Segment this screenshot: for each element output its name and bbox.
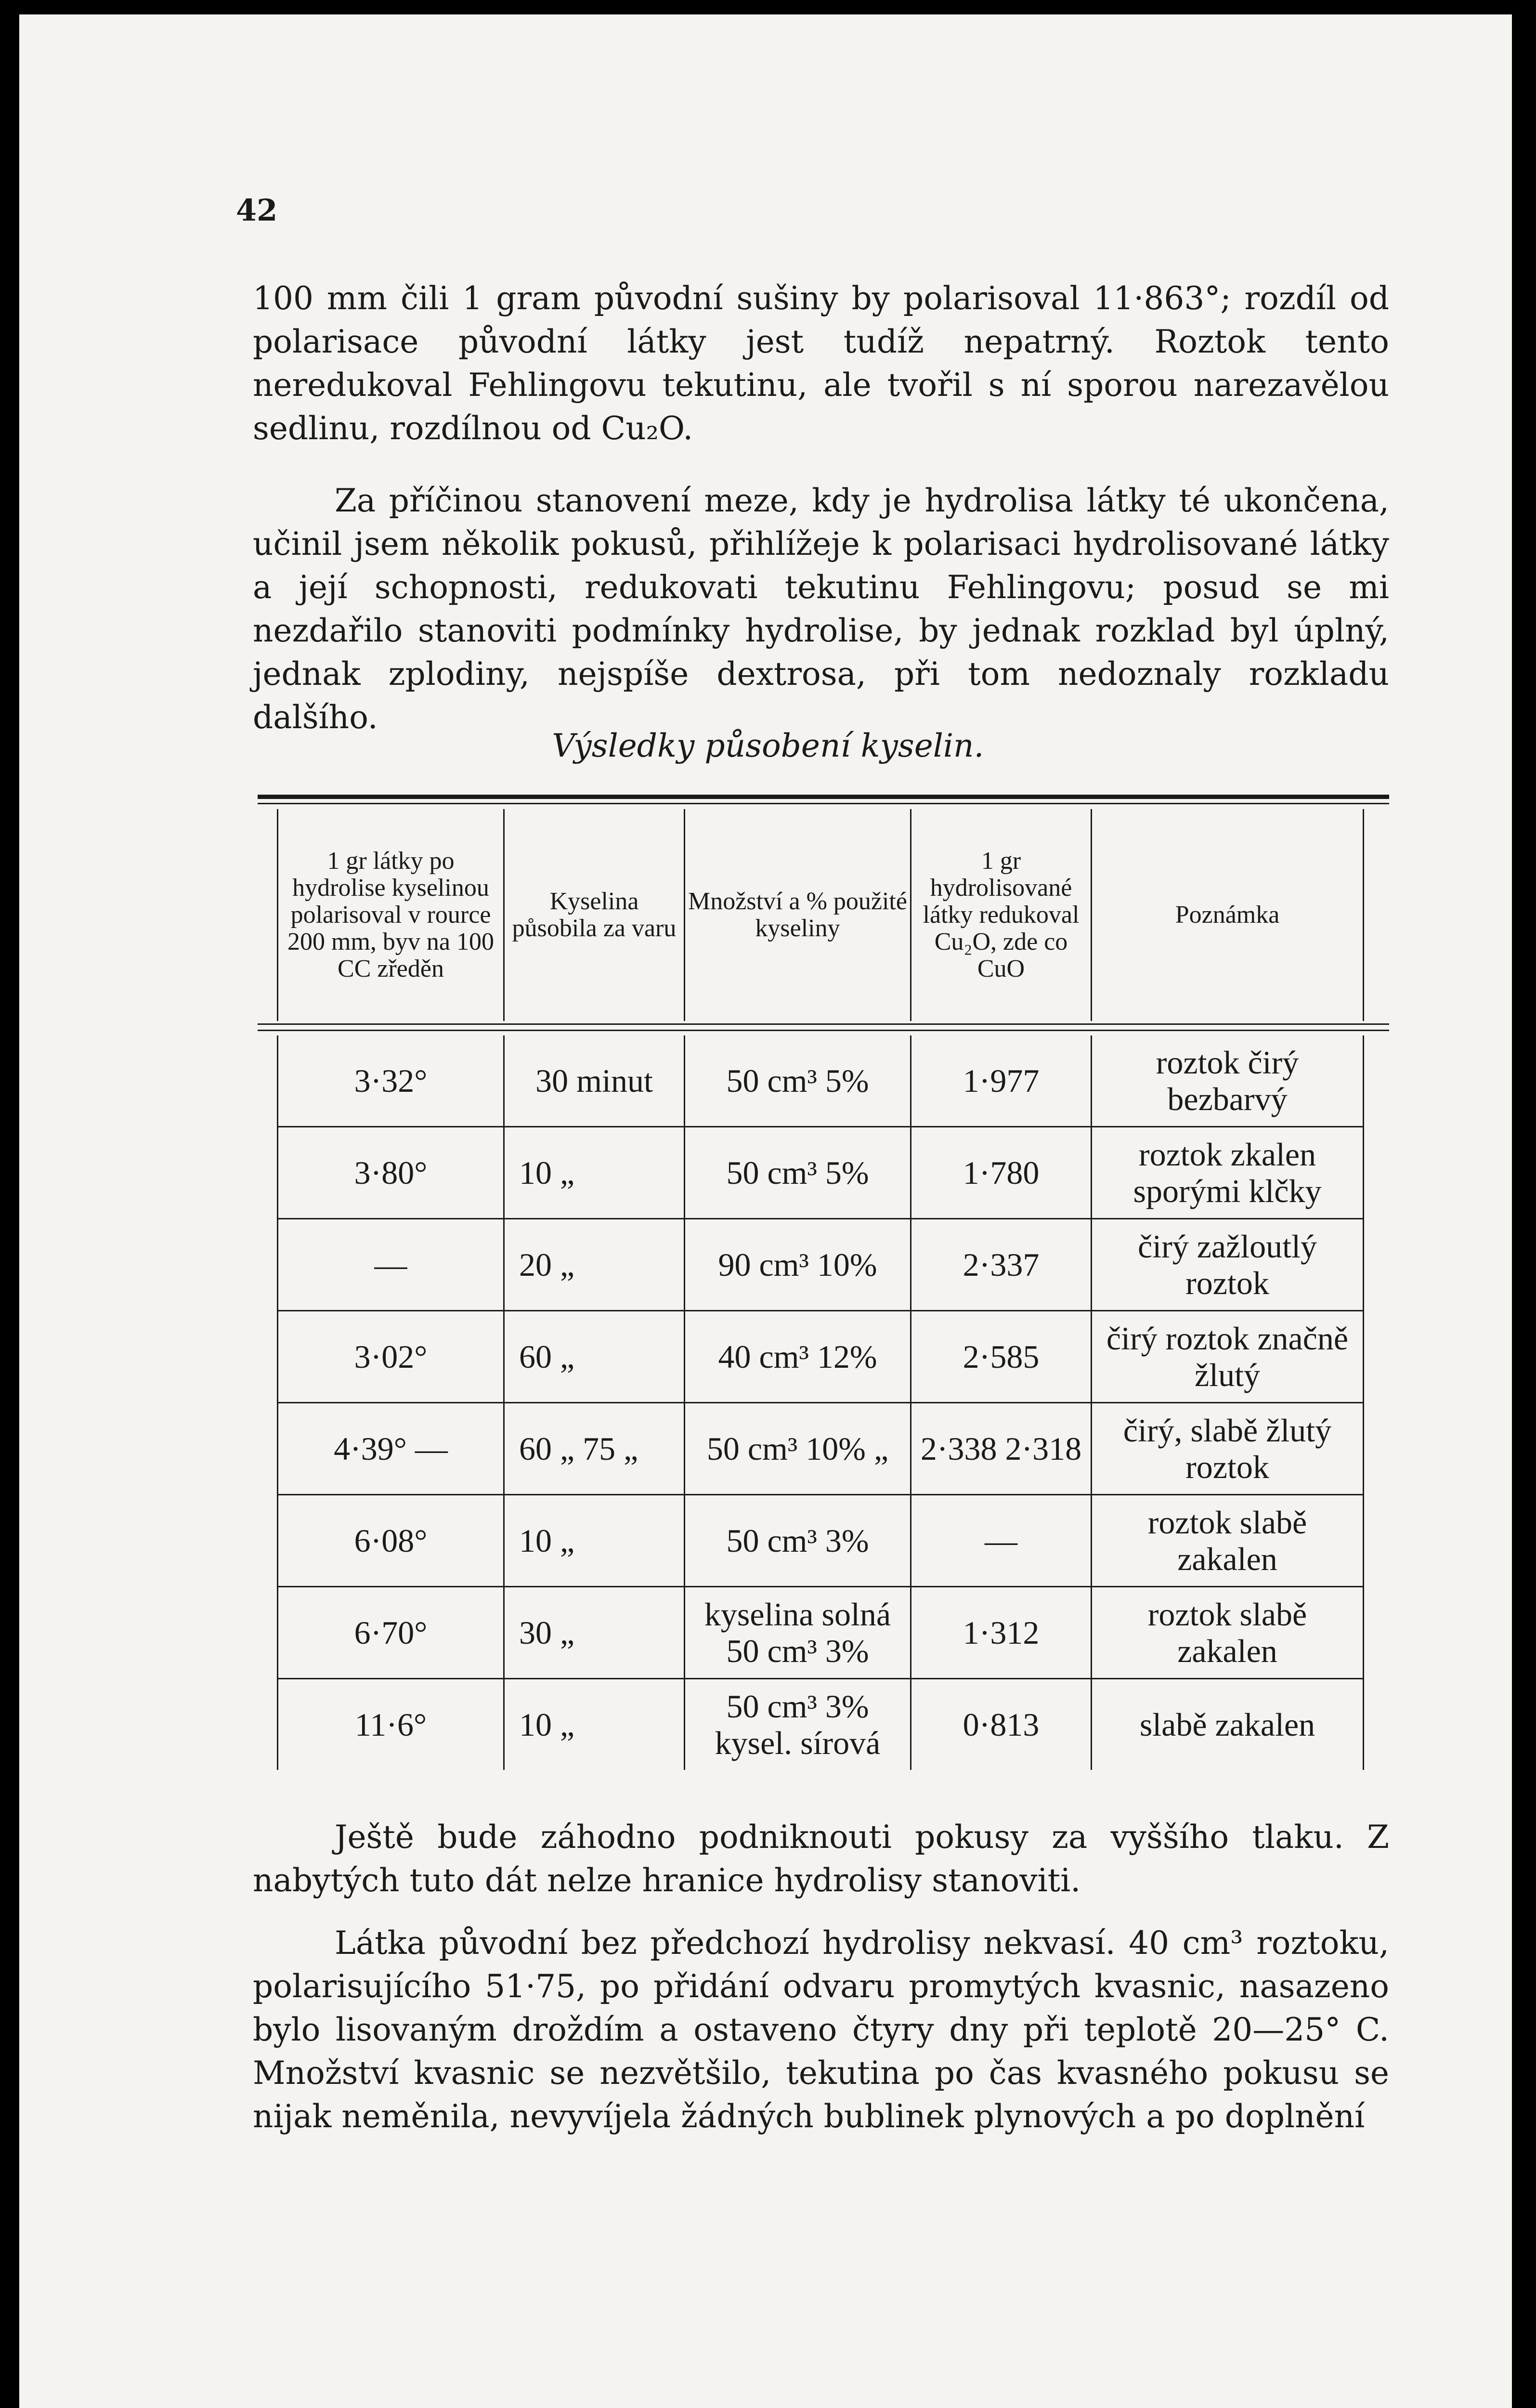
cell-polarisation: 3·32°	[278, 1035, 504, 1127]
cell-note: roztok čirý bezbarvý	[1092, 1035, 1364, 1127]
cell-reduction: 0·813	[911, 1679, 1092, 1770]
results-table	[277, 809, 1364, 1770]
cell-note: slabě zakalen	[1092, 1679, 1364, 1770]
cell-reduction: 1·977	[911, 1035, 1092, 1127]
table-row	[278, 1495, 1364, 1587]
cell-acid-time: 30 „	[504, 1587, 685, 1679]
cell-reduction: 2·337	[911, 1219, 1092, 1311]
table-header-row	[278, 809, 1364, 1021]
cell-acid-time: 20 „	[504, 1219, 685, 1311]
cell-note: roztok zkalen sporými klčky	[1092, 1127, 1364, 1219]
table-top-rule-thin	[258, 803, 1389, 804]
cell-acid-time: 10 „	[504, 1679, 685, 1770]
cell-acid-amount: 50 cm³ 10% „	[685, 1403, 911, 1495]
cell-polarisation: 6·08°	[278, 1495, 504, 1587]
table-row	[278, 1127, 1364, 1219]
column-header-acid-time: Kyselina působila za varu	[504, 809, 685, 1021]
cell-reduction: —	[911, 1495, 1092, 1587]
cell-polarisation: —	[278, 1219, 504, 1311]
cell-polarisation: 11·6°	[278, 1679, 504, 1770]
cell-acid-amount: 40 cm³ 12%	[685, 1311, 911, 1403]
table-top-rule	[258, 795, 1389, 799]
table-caption: Výsledky působení kyselin.	[552, 727, 984, 764]
cell-reduction: 1·780	[911, 1127, 1092, 1219]
cell-polarisation: 4·39° —	[278, 1403, 504, 1495]
cell-acid-amount: 50 cm³ 3%	[685, 1495, 911, 1587]
table-row	[278, 1679, 1364, 1770]
cell-acid-amount: kyselina solná 50 cm³ 3%	[685, 1587, 911, 1679]
cell-note: roztok slabě zakalen	[1092, 1587, 1364, 1679]
paragraph-text: 100 mm čili 1 gram původní sušiny by polarisoval 11·863°; rozdíl od polarisace původní látky jest tudíž nepatrný. Roztok tento neredukoval Fehlingovu tekutinu, ale tvořil s ní sporou narezavělou sedlinu, rozdílnou od Cu₂O.	[253, 280, 1389, 447]
cell-acid-time: 60 „	[504, 1311, 685, 1403]
paragraph-1	[253, 277, 1389, 450]
cell-note: čirý, slabě žlutý roztok	[1092, 1403, 1364, 1495]
page-number: 42	[236, 193, 278, 228]
paragraph-text: Za příčinou stanovení meze, kdy je hydrolisa látky té ukončena, učinil jsem několik pokusů, přihlížeje k polarisaci hydrolisované látky a její schopnosti, redukovati tekutinu Fehlingovu; posud se mi nezdařilo stanoviti podmínky hydrolise, by jednak rozklad byl úplný, jednak zplodiny, nejspíše dextrosa, při tom nedoznaly rozkladu dalšího.	[253, 482, 1389, 736]
cell-acid-amount: 50 cm³ 5%	[685, 1127, 911, 1219]
column-header-reduction: 1 gr hydrolisované látky redukoval Cu₂O, zde co CuO	[911, 809, 1092, 1021]
cell-reduction: 2·585	[911, 1311, 1092, 1403]
paragraph-text: Látka původní bez předchozí hydrolisy nekvasí. 40 cm³ roztoku, polarisujícího 51·75, po přidání odvaru promytých kvasnic, nasazeno bylo lisovaným droždím a ostaveno čtyry dny při teplotě 20—25° C. Množství kvasnic se nezvětšilo, tekutina po čas kvasného pokusu se nijak neměnila, nevyvíjela žádných bublinek plynových a po doplnění	[253, 1924, 1389, 2135]
cell-acid-time: 30 minut	[504, 1035, 685, 1127]
paragraph-2	[253, 479, 1389, 739]
table-row	[278, 1219, 1364, 1311]
cell-acid-time: 10 „	[504, 1495, 685, 1587]
cell-acid-time: 10 „	[504, 1127, 685, 1219]
column-header-polarisation: 1 gr látky po hydrolise kyselinou polarisoval v rource 200 mm, byv na 100 CC zředěn	[278, 809, 504, 1021]
paragraph-4	[253, 1922, 1389, 2138]
cell-polarisation: 6·70°	[278, 1587, 504, 1679]
header-gap	[278, 1021, 1364, 1035]
cell-acid-amount: 50 cm³ 3% kysel. sírová	[685, 1679, 911, 1770]
cell-acid-amount: 50 cm³ 5%	[685, 1035, 911, 1127]
paragraph-text: Ještě bude záhodno podniknouti pokusy za vyššího tlaku. Z nabytých tuto dát nelze hranice hydrolisy stanoviti.	[253, 1819, 1389, 1899]
cell-polarisation: 3·80°	[278, 1127, 504, 1219]
cell-reduction: 1·312	[911, 1587, 1092, 1679]
column-header-acid-amount: Množství a % použité kyseliny	[685, 809, 911, 1021]
cell-note: čirý zažloutlý roztok	[1092, 1219, 1364, 1311]
cell-polarisation: 3·02°	[278, 1311, 504, 1403]
cell-acid-time: 60 „ 75 „	[504, 1403, 685, 1495]
table-row	[278, 1403, 1364, 1495]
table-row	[278, 1587, 1364, 1679]
table-row	[278, 1311, 1364, 1403]
cell-note: čirý roztok značně žlutý	[1092, 1311, 1364, 1403]
cell-reduction: 2·338 2·318	[911, 1403, 1092, 1495]
column-header-note: Poznámka	[1092, 809, 1364, 1021]
table-row	[278, 1035, 1364, 1127]
cell-note: roztok slabě zakalen	[1092, 1495, 1364, 1587]
cell-acid-amount: 90 cm³ 10%	[685, 1219, 911, 1311]
paragraph-3	[253, 1816, 1389, 1902]
